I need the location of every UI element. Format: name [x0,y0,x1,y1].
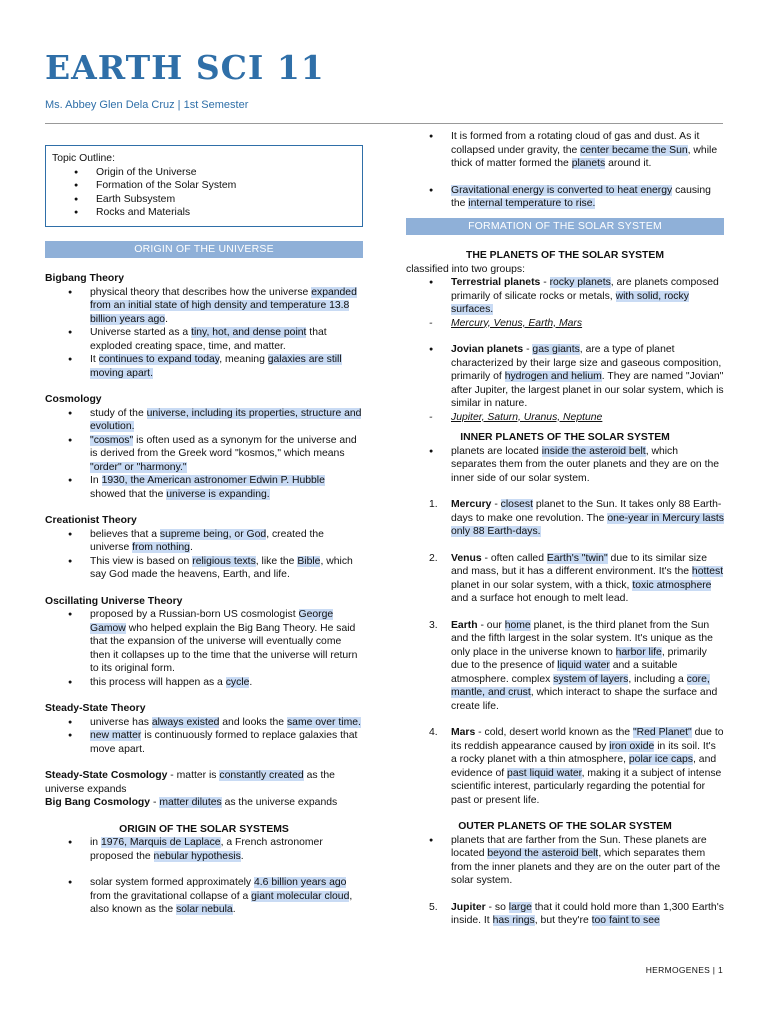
formation-list [406,130,724,211]
list-item: ● planets are located inside the asteroid belt, which separates them from the outer planets and they are on the inner side of our solar system. [451,445,724,486]
page-footer: HERMOGENES | 1 [645,965,723,975]
list-item: ● solar system formed approximately 4.6 billion years ago from the gravitational collapse of a giant molecular cloud, also known as the solar nebula. [90,876,363,917]
header-rule [45,123,723,124]
list-item: ● In 1930, the American astronomer Edwin P. Hubble showed that the universe is expanding. [90,474,363,501]
list-item: ● proposed by a Russian-born US cosmologist George Gamow who helped explain the Big Bang Theory. He said that the expansion of the universe will eventually come then it collapses up to the time that the universe will return to its original form. [90,608,363,676]
list-item: ● This view is based on religious texts, like the Bible, which say God made the heavens, Earth, and life. [90,555,363,582]
topic-outline-label: Topic Outline: [52,153,115,164]
right-column [406,130,724,928]
list-item: ● study of the universe, including its properties, structure and evolution. [90,407,363,434]
outer-planets-list [406,834,724,888]
heading-creationist: Creationist Theory [45,515,137,526]
outer-numbered-list [406,901,724,928]
outline-item: ● Rocks and Materials [96,206,356,220]
section-band-origin-universe: ORIGIN OF THE UNIVERSE [45,241,363,259]
left-column [45,145,363,917]
topic-outline-list [52,166,356,220]
heading-origin-solar-systems: ORIGIN OF THE SOLAR SYSTEMS [119,823,289,835]
planet-numbered-list [406,498,724,807]
list-item: 3. Earth - our home planet, is the third planet from the Sun and the fifth largest in the solar system. It's unique as the only place in the universe known to harbor life, primarily due to the presence of liquid water and a suitable atmosphere. complex system of layers, including a core, mantle, and crust, which interact to shape the surface and create life. [429,619,718,712]
list-item: 4. Mars - cold, desert world known as the "Red Planet" due to its reddish appearance caused by iron oxide in its soil. It's a rocky planet with a thin atmosphere, polar ice caps, and evidence of past liquid water, making it a subject of intense scientific interest, particularly regarding the potential for past or present life. [429,727,724,806]
terrestrial-examples [406,317,724,331]
list-item: ● new matter is continuously formed to replace galaxies that move apart. [90,729,363,756]
cosmology-list [45,407,363,502]
list-item: ● Universe started as a tiny, hot, and dense point that exploded creating space, time, and matter. [90,326,363,353]
heading-outer-planets: OUTER PLANETS OF THE SOLAR SYSTEM [458,821,672,832]
bigbang-list [45,286,363,381]
steady-state-list [45,716,363,757]
list-item: ● this process will happen as a cycle. [90,676,363,690]
section-band-formation-solar: FORMATION OF THE SOLAR SYSTEM [406,218,724,236]
inner-planets-list [406,445,724,486]
oscillating-list [45,608,363,689]
steady-state-cosmology-line: Steady-State Cosmology - matter is constantly created as the universe expands [45,770,335,795]
list-item: ● It is formed from a rotating cloud of gas and dust. As it collapsed under gravity, the center became the Sun, while thick of matter formed the planets around it. [451,130,724,171]
jovian-list [406,343,724,411]
origin-solar-list [45,836,363,917]
list-item: ● Gravitational energy is converted to heat energy causing the internal temperature to rise. [451,184,724,211]
list-item: 1. Mercury - closest planet to the Sun. It takes only 88 Earth-days to make one revolution. The one-year in Mercury lasts only 88 Earth-days. [429,499,724,537]
heading-bigbang: Bigbang Theory [45,273,125,284]
topic-outline-box [45,145,363,227]
list-item: ● Terrestrial planets - rocky planets, are planets composed primarily of silicate rocks or metals, with solid, rocky surfaces. [451,276,724,317]
bigbang-cosmology-line: Big Bang Cosmology - matter dilutes as the universe expands [45,797,338,808]
page-title: EARTH SCI 11 [45,48,325,87]
jovian-examples [406,411,724,425]
heading-inner-planets: INNER PLANETS OF THE SOLAR SYSTEM [460,432,670,443]
list-item: - Jupiter, Saturn, Uranus, Neptune [451,411,724,425]
page-subtitle: Ms. Abbey Glen Dela Cruz | 1st Semester [45,99,249,111]
heading-planets: THE PLANETS OF THE SOLAR SYSTEM [465,250,664,261]
list-item: ● in 1976, Marquis de Laplace, a French astronomer proposed the nebular hypothesis. [90,836,363,863]
outline-item: ● Earth Subsystem [96,193,356,207]
heading-oscillating: Oscillating Universe Theory [45,595,183,607]
list-item: ● Jovian planets - gas giants, are a type of planet characterized by their large size and gaseous composition, primarily of hydrogen and helium. They are named "Jovian" after Jupiter, the largest planet in our solar system, which is similar in nature. [451,343,724,411]
list-item: ● planets that are farther from the Sun. These planets are located beyond the asteroid belt, which separates them from the inner planets and they are on the outer part of the solar system. [451,834,724,888]
list-item: ● It continues to expand today, meaning galaxies are still moving apart. [90,353,363,380]
list-item: 5. Jupiter - so large that it could hold more than 1,300 Earth's inside. It has rings, but they're too faint to see [429,901,724,926]
list-item: ● "cosmos" is often used as a synonym for the universe and is derived from the Greek word "kosmos," which means "order" or "harmony." [90,434,363,475]
planet-groups-list [406,276,724,317]
heading-cosmology: Cosmology [45,394,102,405]
outline-item: ● Origin of the Universe [96,166,356,180]
list-item: ● universe has always existed and looks the same over time. [90,716,363,730]
creationist-list [45,528,363,582]
list-item: 2. Venus - often called Earth's "twin" due to its similar size and mass, but it has a different environment. It's the hottest planet in our solar system, with a thick, toxic atmosphere and a surface hot enough to melt lead. [429,552,724,604]
heading-steady-state: Steady-State Theory [45,703,146,714]
list-item: - Mercury, Venus, Earth, Mars [451,317,724,331]
list-item: ● physical theory that describes how the universe expanded from an initial state of high density and temperature 13.8 billion years ago. [90,286,363,327]
list-item: ● believes that a supreme being, or God, created the universe from nothing. [90,528,363,555]
classified-line: classified into two groups: [406,263,525,275]
outline-item: ● Formation of the Solar System [96,179,356,193]
